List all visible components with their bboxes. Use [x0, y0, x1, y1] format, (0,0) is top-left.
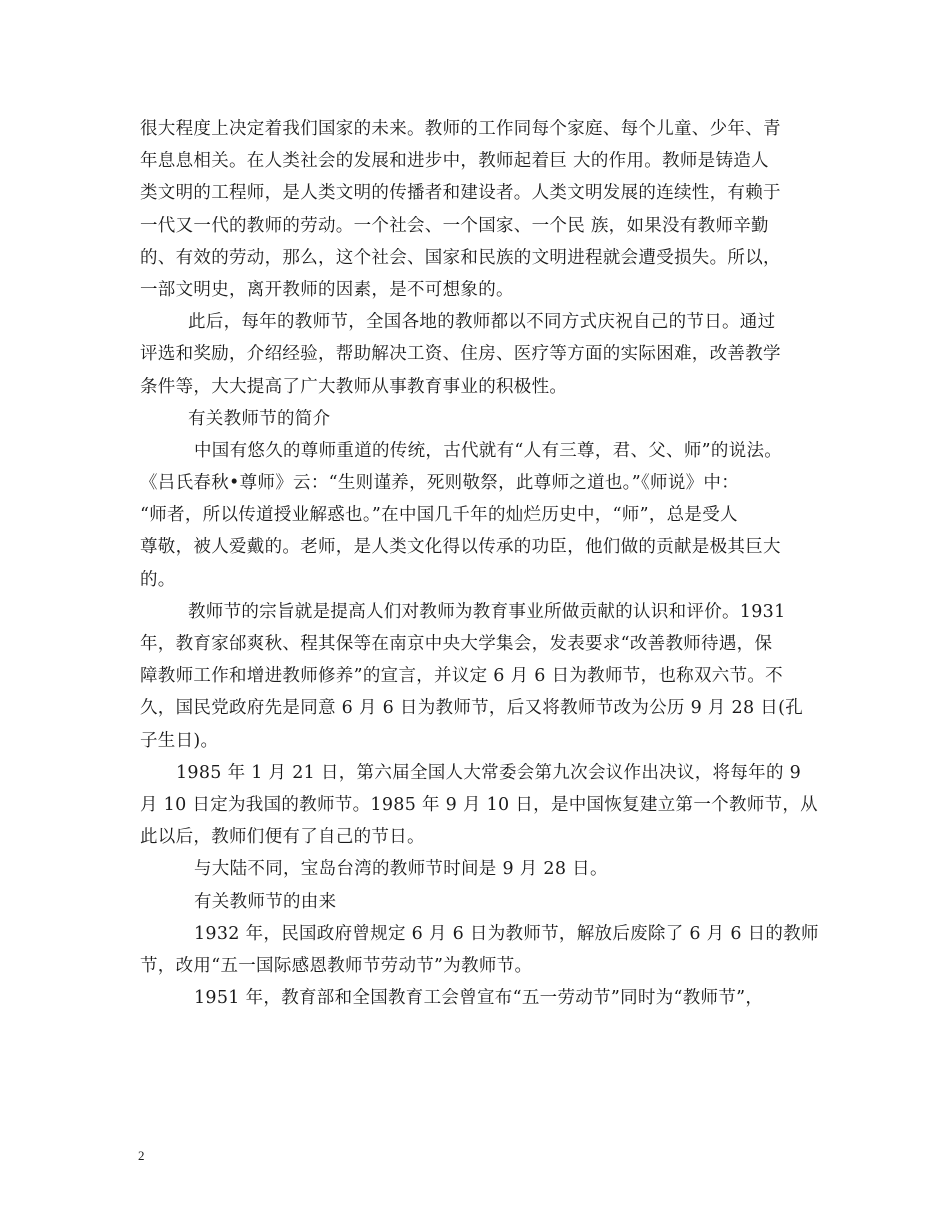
- text-line: 评选和奖励，介绍经验，帮助解决工资、住房、医疗等方面的实际困难，改善教学: [140, 344, 781, 365]
- text-line: 障教师工作和增进教师修养”的宣言，并议定 6 月 6 日为教师节，也称双六节。不: [140, 666, 783, 687]
- text-line: 的、有效的劳动，那么，这个社会、国家和民族的文明进程就会遭受损失。所以，: [140, 247, 781, 268]
- text-line: 《吕氏春秋•尊师》云：“生则谨养，死则敬祭，此尊师之道也。”《师说》中：: [140, 473, 740, 494]
- text-line: 很大程度上决定着我们国家的未来。教师的工作同每个家庭、每个儿童、少年、青: [140, 119, 781, 139]
- text-line: “师者，所以传道授业解惑也。”在中国几千年的灿烂历史中，“师”，总是受人: [140, 505, 738, 526]
- text-line: 1951 年，教育部和全国教育工会曾宣布“五一劳动节”同时为“教师节”，: [194, 988, 764, 1009]
- text-line: 1985 年 1 月 21 日，第六届全国人大常委会第九次会议作出决议，将每年的 9: [176, 762, 802, 783]
- page-number: 2: [138, 1148, 145, 1163]
- text-line: 一代又一代的教师的劳动。一个社会、一个国家、一个民 族，如果没有教师辛勤: [140, 215, 769, 236]
- text-line: 年，教育家邰爽秋、程其保等在南京中央大学集会，发表要求“改善教师待遇，保: [140, 634, 773, 654]
- text-line: 尊敬，被人爱戴的。老师，是人类文化得以传承的功臣，他们做的贡献是极其巨大: [140, 537, 781, 558]
- text-line: 节，改用“五一国际感恩教师节劳动节”为教师节。: [140, 955, 533, 976]
- text-line: 年息息相关。在人类社会的发展和进步中，教师起着巨 大的作用。教师是铸造人: [140, 151, 769, 172]
- text-line: 久，国民党政府先是同意 6 月 6 日为教师节，后又将教师节改为公历 9 月 28 日(孔: [140, 698, 803, 719]
- text-line: 一部文明史，离开教师的因素，是不可想象的。: [140, 279, 514, 300]
- text-line: 子生日)。: [140, 730, 219, 751]
- text-line: 此以后，教师们便有了自己的节日。: [140, 827, 425, 848]
- text-line: 教师节的宗旨就是提高人们对教师为教育事业所做贡献的认识和评价。1931: [188, 601, 786, 622]
- text-line: 有关教师节的由来: [194, 891, 337, 912]
- text-line: 中国有悠久的尊师重道的传统，古代就有“人有三尊，君、父、师”的说法。: [194, 440, 783, 461]
- text-line: 与大陆不同，宝岛台湾的教师节时间是 9 月 28 日。: [194, 859, 608, 880]
- text-line: 条件等，大大提高了广大教师从事教育事业的积极性。: [140, 376, 568, 397]
- text-line: 月 10 日定为我国的教师节。1985 年 9 月 10 日，是中国恢复建立第一个教师节，从: [140, 794, 818, 815]
- text-line: 有关教师节的简介: [188, 408, 331, 429]
- text-line: 类文明的工程师，是人类文明的传播者和建设者。人类文明发展的连续性，有赖于: [140, 183, 781, 204]
- text-line: 此后，每年的教师节，全国各地的教师都以不同方式庆祝自己的节日。通过: [188, 312, 776, 333]
- body-text: [140, 113, 820, 1014]
- text-line: 的。: [140, 569, 176, 590]
- text-line: 1932 年，民国政府曾规定 6 月 6 日为教师节，解放后废除了 6 月 6 日的教师: [194, 923, 819, 944]
